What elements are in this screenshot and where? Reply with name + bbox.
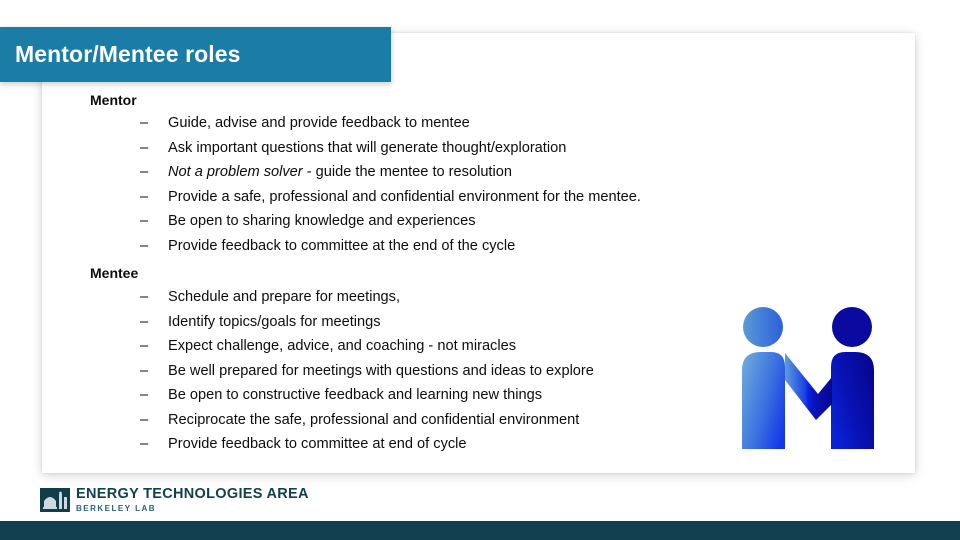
berkeley-lab-logo-text bbox=[76, 487, 309, 513]
list-item-tail: - guide the mentee to resolution bbox=[302, 164, 512, 180]
list-item bbox=[140, 213, 840, 238]
bullet-dash: – bbox=[140, 411, 149, 428]
bullet-dash: – bbox=[140, 139, 149, 156]
bullet-dash: – bbox=[140, 313, 149, 330]
bullet-dash: – bbox=[140, 289, 149, 305]
bullet-dash: – bbox=[140, 387, 149, 403]
bullet-dash: – bbox=[140, 188, 149, 205]
list-item-label: Identify topics/goals for meetings bbox=[168, 313, 381, 330]
list-item-label: Provide feedback to committee at end of cycle bbox=[168, 436, 467, 452]
list-item-label: Provide a safe, professional and confidential environment for the mentee. bbox=[168, 188, 641, 205]
bullet-dash: – bbox=[140, 164, 149, 180]
footer-bar bbox=[0, 521, 960, 540]
list-item-label: Guide, advise and provide feedback to mentee bbox=[168, 115, 470, 131]
list-item-label: Be open to sharing knowledge and experiences bbox=[168, 213, 476, 229]
mentor-bullet-list bbox=[140, 115, 840, 262]
list-item-label: Be open to constructive feedback and learning new things bbox=[168, 387, 543, 403]
section-heading-mentor: Mentor bbox=[90, 92, 137, 108]
list-item-label: Schedule and prepare for meetings, bbox=[168, 289, 401, 305]
slide-title-bar bbox=[0, 27, 391, 82]
list-item-emphasis: Not a problem solver bbox=[168, 164, 303, 180]
bullet-dash: – bbox=[140, 362, 149, 379]
list-item bbox=[140, 115, 840, 140]
page-title: Mentor/Mentee roles bbox=[15, 41, 241, 67]
berkeley-lab-building-icon bbox=[40, 488, 70, 512]
logo-subtitle: BERKELEY LAB bbox=[76, 503, 157, 513]
bullet-dash: – bbox=[140, 338, 149, 354]
list-item bbox=[140, 164, 840, 189]
bullet-dash: – bbox=[140, 115, 149, 131]
berkeley-lab-logo bbox=[40, 487, 309, 513]
list-item-label: Reciprocate the safe, professional and confidential environment bbox=[168, 411, 580, 428]
list-item bbox=[140, 189, 840, 214]
list-item-label: Expect challenge, advice, and coaching - not miracles bbox=[168, 338, 517, 354]
list-item-label: Provide feedback to committee at the end of the cycle bbox=[168, 237, 516, 254]
list-item-label: Be well prepared for meetings with questions and ideas to explore bbox=[168, 362, 594, 379]
list-item-label bbox=[168, 164, 512, 180]
section-heading-mentee: Mentee bbox=[90, 265, 139, 281]
bullet-dash: – bbox=[140, 213, 149, 229]
list-item bbox=[140, 140, 840, 165]
handshake-m-icon bbox=[728, 301, 888, 449]
bullet-dash: – bbox=[140, 237, 149, 254]
list-item bbox=[140, 238, 840, 263]
bullet-dash: – bbox=[140, 436, 149, 452]
logo-title: ENERGY TECHNOLOGIES AREA bbox=[76, 486, 309, 503]
list-item-label: Ask important questions that will generate thought/exploration bbox=[168, 139, 567, 156]
